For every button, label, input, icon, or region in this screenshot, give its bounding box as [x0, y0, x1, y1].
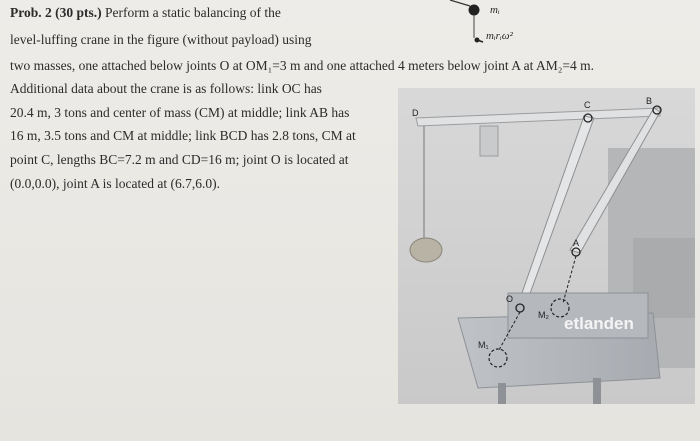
label-o: O: [506, 294, 514, 304]
crane-leg-left: [498, 383, 506, 404]
mass-label: mᵢ: [490, 4, 500, 16]
vector-label: mᵢrᵢω²: [486, 30, 513, 42]
rotating-mass-diagram: [440, 0, 560, 50]
label-c: C: [584, 100, 591, 110]
crane-brand-text: etlanden: [564, 314, 634, 333]
crane-photo: [398, 88, 695, 404]
crane-leg-right: [593, 378, 601, 404]
problem-line-3: two masses, one attached below joints O at OM₁=3 m and one attached 4 meters below joint A at AM₂=4 m.: [10, 58, 595, 73]
rotating-mass-figure: [440, 0, 560, 50]
crane-figure: [398, 88, 695, 404]
problem-text-1: Perform a static balancing of the: [101, 5, 281, 20]
boom-tower: [480, 126, 498, 156]
mass-link-line: [450, 0, 470, 6]
label-m1: M₁: [478, 340, 489, 350]
grab-bucket: [410, 238, 442, 262]
problem-heading: Prob. 2 (30 pts.): [10, 5, 102, 20]
problem-line-6: 16 m, 3.5 tons and CM at middle; link BCD has 2.8 tons, CM at: [10, 128, 356, 143]
problem-line-2: level-luffing crane in the figure (without payload) using: [10, 32, 312, 47]
mass-dot-top: [469, 5, 480, 16]
problem-line-1: [10, 4, 281, 22]
problem-line-4: Additional data about the crane is as follows: link OC has: [10, 81, 322, 96]
label-m2: M₂: [538, 310, 549, 320]
label-d: D: [412, 108, 419, 118]
problem-line-7: point C, lengths BC=7.2 m and CD=16 m; joint O is located at: [10, 152, 349, 167]
problem-line-5: 20.4 m, 3 tons and center of mass (CM) at middle; link AB has: [10, 105, 350, 120]
problem-line-8: (0.0,0.0), joint A is located at (6.7,6.0).: [10, 176, 220, 191]
label-b: B: [646, 96, 653, 106]
label-a: A: [573, 238, 580, 248]
